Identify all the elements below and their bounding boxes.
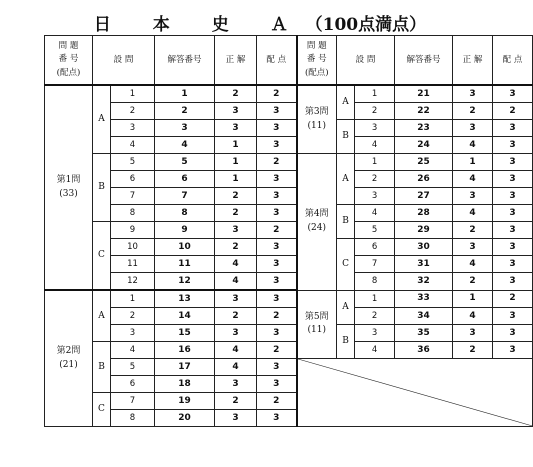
item-number-cell: 9 [111,222,155,239]
page-title [0,10,520,35]
left-section-label: C [93,393,111,427]
points-cell: 3 [493,325,533,342]
item-number-cell: 10 [111,239,155,256]
points-cell: 2 [493,290,533,308]
points-cell: 3 [493,256,533,273]
header-points-right: 配 点 [493,36,533,86]
points-cell: 3 [257,137,297,154]
points-cell: 3 [493,120,533,137]
points-cell: 3 [257,325,297,342]
points-cell: 3 [493,137,533,154]
header-answer-number: 解答番号 [155,36,215,86]
header-answer-number-right: 解答番号 [395,36,453,86]
item-number-cell: 5 [355,222,395,239]
answer-number-cell: 17 [155,359,215,376]
correct-answer-cell: 1 [215,137,257,154]
table-row [45,342,533,359]
answer-number-cell: 1 [155,85,215,103]
answer-number-cell: 22 [395,103,453,120]
right-question-group-cell [297,85,337,154]
answer-number-cell: 29 [395,222,453,239]
item-number-cell: 6 [111,171,155,188]
correct-answer-cell: 4 [215,359,257,376]
item-number-cell: 6 [111,376,155,393]
table-row [45,222,533,239]
item-number-cell: 1 [111,85,155,103]
item-number-cell: 1 [111,290,155,308]
table-row [45,290,533,308]
points-cell: 3 [493,273,533,291]
item-number-cell: 7 [111,393,155,410]
points-cell: 3 [493,205,533,222]
left-section-label: A [93,85,111,154]
points-cell: 3 [257,359,297,376]
answer-number-cell: 16 [155,342,215,359]
points-cell: 3 [493,85,533,103]
correct-answer-cell: 3 [215,376,257,393]
table-row [45,188,533,205]
question-group-label: 第5問 [304,311,329,322]
question-group-label: 第4問 [304,209,329,220]
header-question-group [45,36,93,86]
points-cell: 3 [493,342,533,359]
correct-answer-cell: 1 [453,290,493,308]
right-question-group-cell [297,290,337,359]
item-number-cell: 3 [111,325,155,342]
answer-table [44,35,533,427]
correct-answer-cell: 2 [215,205,257,222]
answer-number-cell: 7 [155,188,215,205]
correct-answer-cell: 2 [215,239,257,256]
item-number-cell: 1 [355,154,395,171]
item-number-cell: 4 [355,342,395,359]
points-cell: 3 [257,205,297,222]
right-section-label: B [337,205,355,239]
answer-number-cell: 3 [155,120,215,137]
item-number-cell: 7 [111,188,155,205]
answer-number-cell: 13 [155,290,215,308]
answer-number-cell: 11 [155,256,215,273]
answer-number-cell: 33 [395,290,453,308]
table-row [45,325,533,342]
empty-diagonal-cell [297,359,533,427]
table-row [45,239,533,256]
points-cell: 3 [493,222,533,239]
correct-answer-cell: 2 [215,308,257,325]
item-number-cell: 8 [111,410,155,427]
answer-number-cell: 5 [155,154,215,171]
title-points: （100点満点） [305,15,427,35]
points-cell: 3 [493,154,533,171]
question-group-points: (24) [307,222,326,233]
table-row [45,85,533,103]
table-row [45,308,533,325]
header-correct-right: 正 解 [453,36,493,86]
table-row [45,171,533,188]
points-cell: 3 [257,188,297,205]
answer-number-cell: 23 [395,120,453,137]
correct-answer-cell: 3 [215,103,257,120]
points-cell: 3 [257,376,297,393]
answer-number-cell: 30 [395,239,453,256]
diagonal-line [298,359,533,426]
question-group-points: (21) [59,359,78,370]
header-question-group-line-1: 問 題 [58,41,79,52]
right-question-group-cell [297,154,337,291]
correct-answer-cell: 4 [215,273,257,291]
question-group-points: (11) [307,120,326,131]
item-number-cell: 1 [355,290,395,308]
question-group-label: 第2問 [56,346,81,356]
answer-number-cell: 2 [155,103,215,120]
points-cell: 3 [257,273,297,291]
item-number-cell: 8 [355,273,395,291]
correct-answer-cell: 2 [215,85,257,103]
points-cell: 3 [257,171,297,188]
item-number-cell: 5 [111,154,155,171]
correct-answer-cell: 2 [453,342,493,359]
header-row [45,36,533,86]
points-cell: 2 [257,308,297,325]
answer-number-cell: 8 [155,205,215,222]
left-section-label: C [93,222,111,291]
points-cell: 2 [257,342,297,359]
points-cell: 3 [257,256,297,273]
answer-number-cell: 12 [155,273,215,291]
correct-answer-cell: 3 [215,325,257,342]
item-number-cell: 7 [355,256,395,273]
item-number-cell: 3 [111,120,155,137]
header-correct: 正 解 [215,36,257,86]
answer-number-cell: 6 [155,171,215,188]
left-section-label: B [93,342,111,393]
right-section-label: A [337,154,355,205]
question-group-label: 第3問 [304,107,329,117]
table-row [45,137,533,154]
correct-answer-cell: 2 [453,222,493,239]
header-question-group-line-3: (配点) [56,67,81,78]
correct-answer-cell: 4 [453,308,493,325]
item-number-cell: 4 [355,137,395,154]
item-number-cell: 2 [355,308,395,325]
title-subject: 日 本 史 Ａ [93,15,306,35]
item-number-cell: 2 [355,103,395,120]
correct-answer-cell: 1 [215,171,257,188]
correct-answer-cell: 3 [453,85,493,103]
answer-number-cell: 25 [395,154,453,171]
item-number-cell: 2 [355,171,395,188]
correct-answer-cell: 4 [215,256,257,273]
correct-answer-cell: 3 [215,120,257,137]
table-row [45,273,533,291]
answer-number-cell: 26 [395,171,453,188]
correct-answer-cell: 3 [215,290,257,308]
correct-answer-cell: 3 [453,120,493,137]
answer-number-cell: 27 [395,188,453,205]
table-row [45,120,533,137]
header-question-group-line-2: 番 号 [58,54,79,65]
item-number-cell: 2 [111,103,155,120]
answer-number-cell: 31 [395,256,453,273]
header-question-group-right-line-3: (配点) [304,67,329,78]
question-group-points: (33) [59,188,78,199]
answer-number-cell: 34 [395,308,453,325]
item-number-cell: 6 [355,239,395,256]
correct-answer-cell: 3 [453,325,493,342]
answer-number-cell: 4 [155,137,215,154]
header-points: 配 点 [257,36,297,86]
table-row [45,359,533,376]
item-number-cell: 3 [355,325,395,342]
answer-number-cell: 35 [395,325,453,342]
right-section-label: A [337,85,355,120]
answer-number-cell: 32 [395,273,453,291]
correct-answer-cell: 3 [453,188,493,205]
correct-answer-cell: 2 [215,188,257,205]
points-cell: 3 [257,410,297,427]
answer-number-cell: 24 [395,137,453,154]
answer-table-body [45,36,533,427]
answer-number-cell: 20 [155,410,215,427]
correct-answer-cell: 4 [215,342,257,359]
left-question-group-cell [45,85,93,290]
correct-answer-cell: 3 [453,239,493,256]
right-section-label: B [337,325,355,359]
points-cell: 3 [257,290,297,308]
table-row [45,256,533,273]
item-number-cell: 1 [355,85,395,103]
answer-number-cell: 10 [155,239,215,256]
item-number-cell: 12 [111,273,155,291]
header-item: 設 問 [93,36,155,86]
points-cell: 3 [257,120,297,137]
item-number-cell: 3 [355,188,395,205]
question-group-points: (11) [307,325,326,336]
header-item-right: 設 問 [337,36,395,86]
right-section-label: A [337,290,355,325]
correct-answer-cell: 2 [453,103,493,120]
points-cell: 2 [493,103,533,120]
points-cell: 2 [257,85,297,103]
correct-answer-cell: 4 [453,171,493,188]
points-cell: 3 [493,239,533,256]
points-cell: 3 [493,188,533,205]
item-number-cell: 5 [111,359,155,376]
item-number-cell: 4 [111,137,155,154]
correct-answer-cell: 4 [453,256,493,273]
points-cell: 3 [493,308,533,325]
points-cell: 3 [257,103,297,120]
header-question-group-right-line-1: 問 題 [306,41,327,52]
left-section-label: B [93,154,111,222]
left-section-label: A [93,290,111,342]
left-question-group-cell [45,290,93,427]
table-row [45,154,533,171]
right-section-label: C [337,239,355,291]
correct-answer-cell: 1 [453,154,493,171]
answer-number-cell: 9 [155,222,215,239]
correct-answer-cell: 3 [215,222,257,239]
correct-answer-cell: 3 [215,410,257,427]
item-number-cell: 2 [111,308,155,325]
answer-number-cell: 19 [155,393,215,410]
points-cell: 3 [493,171,533,188]
points-cell: 2 [257,222,297,239]
item-number-cell: 4 [355,205,395,222]
answer-number-cell: 36 [395,342,453,359]
item-number-cell: 8 [111,205,155,222]
answer-number-cell: 15 [155,325,215,342]
item-number-cell: 11 [111,256,155,273]
points-cell: 2 [257,154,297,171]
points-cell: 3 [257,239,297,256]
right-section-label: B [337,120,355,154]
header-question-group-right [297,36,337,86]
answer-number-cell: 28 [395,205,453,222]
question-group-label: 第1問 [56,175,81,185]
correct-answer-cell: 2 [453,273,493,291]
table-row [45,205,533,222]
correct-answer-cell: 2 [215,393,257,410]
correct-answer-cell: 4 [453,205,493,222]
header-question-group-right-line-2: 番 号 [306,54,327,65]
points-cell: 2 [257,393,297,410]
correct-answer-cell: 1 [215,154,257,171]
correct-answer-cell: 4 [453,137,493,154]
answer-number-cell: 21 [395,85,453,103]
answer-number-cell: 18 [155,376,215,393]
item-number-cell: 4 [111,342,155,359]
answer-number-cell: 14 [155,308,215,325]
item-number-cell: 3 [355,120,395,137]
table-row [45,103,533,120]
